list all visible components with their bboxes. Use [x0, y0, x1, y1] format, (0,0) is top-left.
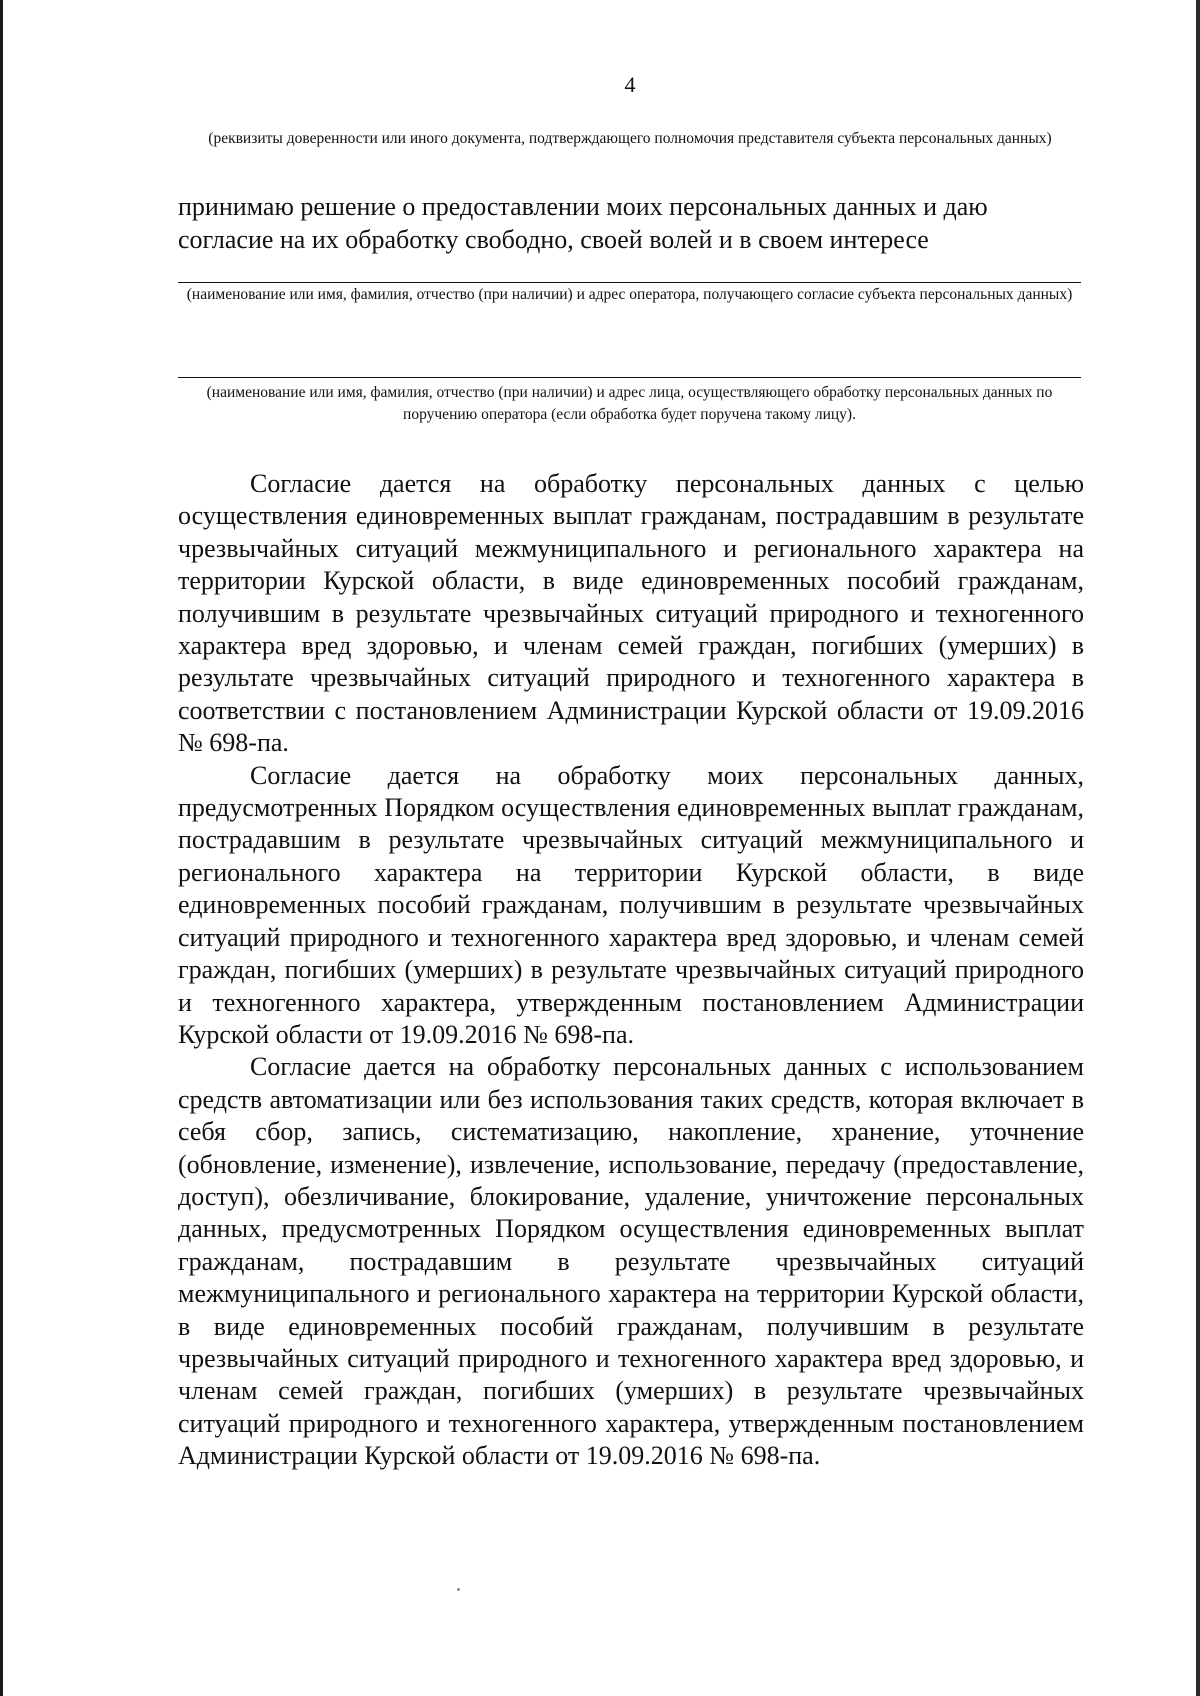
paragraph-data-scope: Согласие дается на обработку моих персональных данных, предусмотренных Порядком осуществления единовременных выплат гражданам, пострадавшим в результате чрезвычайных ситуаций межмуниципального и регионального характера на территории Курской области, в виде единовременных пособий гражданам, получившим в результате чрезвычайных ситуаций природного и техногенного характера вред здоровью, и членам семей граждан, погибших (умерших) в результате чрезвычайных ситуаций природного и техногенного характера, утвержденным постановлением Администрации Курской области от 19.09.2016 № 698-па.	[178, 760, 1084, 1049]
intro-statement: принимаю решение о предоставлении моих персональных данных и даю согласие на их обработку свободно, своей волей и в своем интересе	[178, 192, 988, 254]
caption-processor: (наименование или имя, фамилия, отчество (при наличии) и адрес лица, осуществляющего обработку персональных данных по поручению оператора (если обработка будет поручена такому лицу).	[206, 384, 1053, 423]
consent-body	[178, 468, 1084, 1473]
scan-edge-right	[1196, 0, 1200, 1696]
fill-in-line-operator	[178, 282, 1081, 283]
page-number: 4	[624, 72, 636, 97]
caption-operator: (наименование или имя, фамилия, отчество (при наличии) и адрес оператора, получающего согласие субъекта персональных данных)	[186, 286, 1073, 303]
scan-edge-left	[0, 0, 3, 1696]
paragraph-purpose: Согласие дается на обработку персональных данных с целью осуществления единовременных выплат гражданам, пострадавшим в результате чрезвычайных ситуаций межмуниципального и регионального характера на территории Курской области, в виде единовременных пособий гражданам, получившим в результате чрезвычайных ситуаций природного и техногенного характера вред здоровью, и членам семей граждан, погибших (умерших) в результате чрезвычайных ситуаций природного и техногенного характера в соответствии с постановлением Администрации Курской области от 19.09.2016 № 698-па.	[178, 469, 1084, 758]
caption-representative-document: (реквизиты доверенности или иного документа, подтверждающего полномочия представителя субъекта персональных данных)	[208, 130, 1052, 147]
scan-speck	[457, 1588, 460, 1591]
paragraph-processing-actions: Согласие дается на обработку персональных данных с использованием средств автоматизации или без использования таких средств, которая включает в себя сбор, запись, систематизацию, накопление, хранение, уточнение (обновление, изменение), извлечение, использование, передачу (предоставление, доступ), обезличивание, блокирование, удаление, уничтожение персональных данных, предусмотренных Порядком осуществления единовременных выплат гражданам, пострадавшим в результате чрезвычайных ситуаций межмуниципального и регионального характера на территории Курской области, в виде единовременных пособий гражданам, получившим в результате чрезвычайных ситуаций природного и техногенного характера вред здоровью, и членам семей граждан, погибших (умерших) в результате чрезвычайных ситуаций природного и техногенного характера, утвержденным постановлением Администрации Курской области от 19.09.2016 № 698-па.	[178, 1052, 1084, 1471]
fill-in-line-processor	[178, 377, 1081, 378]
